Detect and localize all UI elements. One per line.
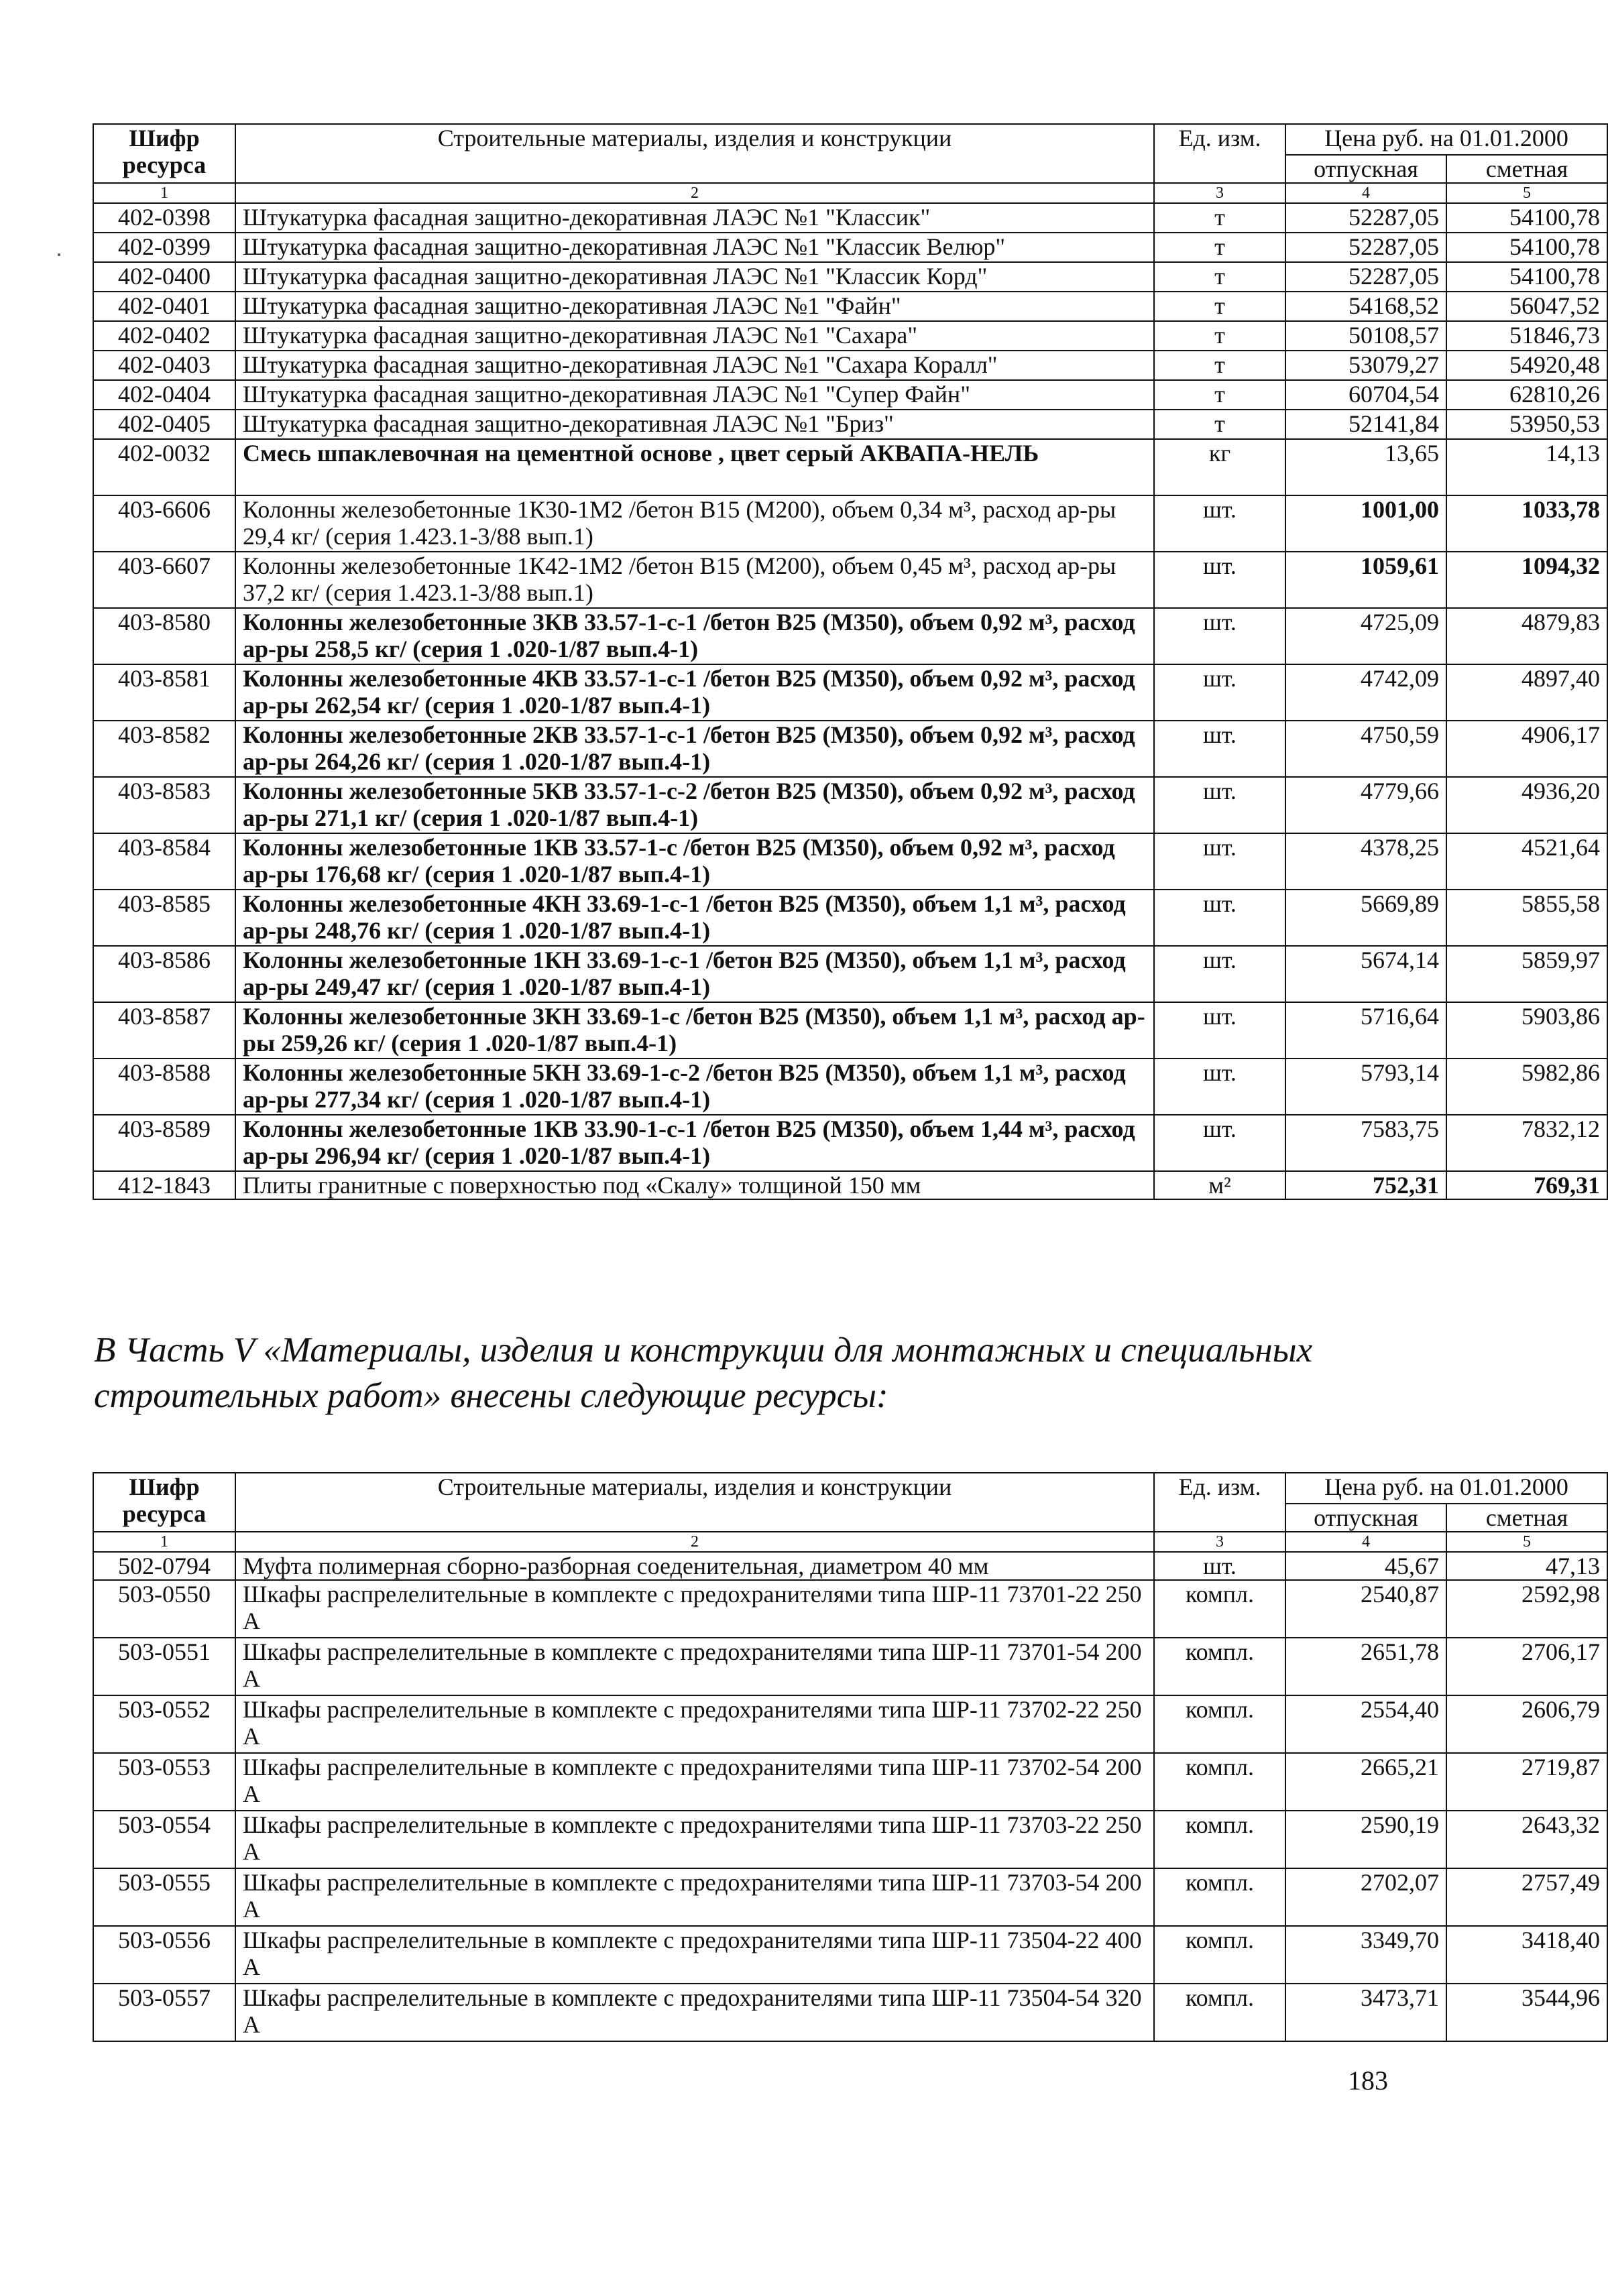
header-price-release: отпускная: [1285, 1504, 1446, 1532]
resource-name: Колонны железобетонные 5КН 33.69-1-с-2 /бетон В25 (М350), объем 1,1 м³, расход ар-ры 277,34 кг/ (серия 1 .020-1/87 вып.4-1): [235, 1059, 1154, 1115]
header-price-group: Цена руб. на 01.01.2000: [1285, 1473, 1607, 1504]
resource-name: Колонны железобетонные 4КВ 33.57-1-с-1 /бетон В25 (М350), объем 0,92 м³, расход ар-ры 262,54 кг/ (серия 1 .020-1/87 вып.4-1): [235, 664, 1154, 721]
price-release: 53079,27: [1285, 351, 1446, 380]
table-row: [93, 351, 1607, 380]
price-release: 2590,19: [1285, 1811, 1446, 1868]
resource-unit: м²: [1154, 1171, 1285, 1199]
resource-code: 403-8586: [93, 946, 235, 1002]
col-number: 3: [1154, 1532, 1285, 1552]
header-code: Шифр ресурса: [93, 1473, 235, 1532]
price-estimate: 1094,32: [1446, 552, 1607, 608]
resource-unit: кг: [1154, 439, 1285, 495]
col-number: 4: [1285, 1532, 1446, 1552]
price-estimate: 5903,86: [1446, 1002, 1607, 1059]
resource-name: Колонны железобетонные 1К30-1М2 /бетон В15 (М200), объем 0,34 м³, расход ар-ры 29,4 кг/ (серия 1.423.1-3/88 вып.1): [235, 495, 1154, 552]
resource-name: Шкафы распрелелительные в комплекте с предохранителями типа ШР-11 73702-54 200 А: [235, 1753, 1154, 1811]
resource-code: 503-0555: [93, 1868, 235, 1926]
table-row: [93, 1926, 1607, 1984]
price-release: 54168,52: [1285, 292, 1446, 321]
resource-name: Муфта полимерная сборно-разборная соеденительная, диаметром 40 мм: [235, 1552, 1154, 1580]
price-release: 50108,57: [1285, 321, 1446, 351]
table-row: [93, 1002, 1607, 1059]
col-number: 1: [93, 183, 235, 203]
resource-name: Колонны железобетонные 1КВ 33.57-1-с /бетон В25 (М350), объем 0,92 м³, расход ар-ры 176,68 кг/ (серия 1 .020-1/87 вып.4-1): [235, 833, 1154, 890]
price-estimate: 51846,73: [1446, 321, 1607, 351]
resource-name: Колонны железобетонные 5КВ 33.57-1-с-2 /бетон В25 (М350), объем 0,92 м³, расход ар-ры 271,1 кг/ (серия 1 .020-1/87 вып.4-1): [235, 777, 1154, 833]
resource-name: Штукатурка фасадная защитно-декоративная ЛАЭС №1 "Классик Корд": [235, 262, 1154, 292]
table-row: [93, 833, 1607, 890]
resource-unit: т: [1154, 292, 1285, 321]
resource-code: 412-1843: [93, 1171, 235, 1199]
resource-code: 503-0557: [93, 1984, 235, 2041]
table-row: [93, 1115, 1607, 1171]
price-release: 2702,07: [1285, 1868, 1446, 1926]
resource-code: 503-0553: [93, 1753, 235, 1811]
price-estimate: 4521,64: [1446, 833, 1607, 890]
resource-code: 403-8588: [93, 1059, 235, 1115]
resource-name: Штукатурка фасадная защитно-декоративная ЛАЭС №1 "Файн": [235, 292, 1154, 321]
col-number: 2: [235, 1532, 1154, 1552]
resource-name: Шкафы распрелелительные в комплекте с предохранителями типа ШР-11 73504-54 320 А: [235, 1984, 1154, 2041]
resource-unit: компл.: [1154, 1811, 1285, 1868]
price-release: 1059,61: [1285, 552, 1446, 608]
resource-name: Колонны железобетонные 1КВ 33.90-1-с-1 /бетон В25 (М350), объем 1,44 м³, расход ар-ры 296,94 кг/ (серия 1 .020-1/87 вып.4-1): [235, 1115, 1154, 1171]
resource-code: 403-8580: [93, 608, 235, 664]
resource-unit: т: [1154, 321, 1285, 351]
resource-name: Колонны железобетонные 4КН 33.69-1-с-1 /бетон В25 (М350), объем 1,1 м³, расход ар-ры 248,76 кг/ (серия 1 .020-1/87 вып.4-1): [235, 890, 1154, 946]
col-number: 2: [235, 183, 1154, 203]
price-release: 52141,84: [1285, 410, 1446, 439]
resource-code: 403-8589: [93, 1115, 235, 1171]
resource-unit: компл.: [1154, 1926, 1285, 1984]
price-estimate: 14,13: [1446, 439, 1607, 495]
table-row: [93, 1552, 1607, 1580]
resource-code: 503-0550: [93, 1580, 235, 1638]
resource-unit: шт.: [1154, 833, 1285, 890]
resource-unit: шт.: [1154, 1115, 1285, 1171]
resource-code: 503-0554: [93, 1811, 235, 1868]
resource-name: Штукатурка фасадная защитно-декоративная ЛАЭС №1 "Классик": [235, 203, 1154, 233]
resource-code: 402-0398: [93, 203, 235, 233]
resource-table-2: [93, 1472, 1608, 2042]
resource-unit: т: [1154, 351, 1285, 380]
resource-unit: шт.: [1154, 777, 1285, 833]
resource-name: Штукатурка фасадная защитно-декоративная ЛАЭС №1 "Сахара Коралл": [235, 351, 1154, 380]
table-row: [93, 1638, 1607, 1695]
resource-name: Шкафы распрелелительные в комплекте с предохранителями типа ШР-11 73701-54 200 А: [235, 1638, 1154, 1695]
price-release: 2554,40: [1285, 1695, 1446, 1753]
section-intro-text: В Часть V «Материалы, изделия и конструкции для монтажных и специальных строительных работ» внесены следующие ресурсы:: [94, 1331, 1313, 1415]
table-row: [93, 946, 1607, 1002]
resource-code: 402-0400: [93, 262, 235, 292]
price-estimate: 62810,26: [1446, 380, 1607, 410]
price-release: 52287,05: [1285, 262, 1446, 292]
resource-name: Колонны железобетонные 2КВ 33.57-1-с-1 /бетон В25 (М350), объем 0,92 м³, расход ар-ры 264,26 кг/ (серия 1 .020-1/87 вып.4-1): [235, 721, 1154, 777]
resource-name: Шкафы распрелелительные в комплекте с предохранителями типа ШР-11 73504-22 400 А: [235, 1926, 1154, 1984]
resource-unit: шт.: [1154, 721, 1285, 777]
resource-unit: шт.: [1154, 1059, 1285, 1115]
resource-unit: т: [1154, 203, 1285, 233]
price-release: 13,65: [1285, 439, 1446, 495]
price-estimate: 5855,58: [1446, 890, 1607, 946]
resource-code: 503-0551: [93, 1638, 235, 1695]
header-price-estimate: сметная: [1446, 1504, 1607, 1532]
resource-name: Штукатурка фасадная защитно-декоративная ЛАЭС №1 "Классик Велюр": [235, 233, 1154, 262]
price-estimate: 56047,52: [1446, 292, 1607, 321]
resource-unit: шт.: [1154, 946, 1285, 1002]
price-release: 2665,21: [1285, 1753, 1446, 1811]
table-row: [93, 203, 1607, 233]
price-release: 2651,78: [1285, 1638, 1446, 1695]
table-row: [93, 552, 1607, 608]
table-row: [93, 292, 1607, 321]
price-estimate: 7832,12: [1446, 1115, 1607, 1171]
price-release: 4779,66: [1285, 777, 1446, 833]
resource-table-1: [93, 123, 1608, 1200]
price-estimate: 2757,49: [1446, 1868, 1607, 1926]
table-row: [93, 777, 1607, 833]
table-row: [93, 1868, 1607, 1926]
price-release: 5716,64: [1285, 1002, 1446, 1059]
resource-unit: компл.: [1154, 1580, 1285, 1638]
price-release: 3473,71: [1285, 1984, 1446, 2041]
price-release: 2540,87: [1285, 1580, 1446, 1638]
price-estimate: 2643,32: [1446, 1811, 1607, 1868]
table-row: [93, 439, 1607, 495]
header-unit: Ед. изм.: [1154, 124, 1285, 183]
table-row: [93, 890, 1607, 946]
price-estimate: 4897,40: [1446, 664, 1607, 721]
price-estimate: 2592,98: [1446, 1580, 1607, 1638]
price-estimate: 5982,86: [1446, 1059, 1607, 1115]
price-release: 52287,05: [1285, 203, 1446, 233]
table-row: [93, 608, 1607, 664]
resource-code: 403-8583: [93, 777, 235, 833]
price-release: 7583,75: [1285, 1115, 1446, 1171]
header-name: Строительные материалы, изделия и конструкции: [235, 1473, 1154, 1532]
price-estimate: 2606,79: [1446, 1695, 1607, 1753]
scan-speck: [58, 253, 60, 256]
resource-code: 502-0794: [93, 1552, 235, 1580]
resource-name: Шкафы распрелелительные в комплекте с предохранителями типа ШР-11 73701-22 250 А: [235, 1580, 1154, 1638]
resource-unit: шт.: [1154, 890, 1285, 946]
resource-name: Штукатурка фасадная защитно-декоративная ЛАЭС №1 "Супер Файн": [235, 380, 1154, 410]
table-row: [93, 380, 1607, 410]
resource-unit: шт.: [1154, 495, 1285, 552]
resource-code: 403-8585: [93, 890, 235, 946]
resource-unit: шт.: [1154, 608, 1285, 664]
resource-name: Смесь шпаклевочная на цементной основе , цвет серый АКВАПА-НЕЛЬ: [235, 439, 1154, 495]
table-row: [93, 1753, 1607, 1811]
col-number: 5: [1446, 183, 1607, 203]
resource-code: 403-8581: [93, 664, 235, 721]
page-number: 183: [1348, 2065, 1388, 2096]
table-row: [93, 321, 1607, 351]
resource-code: 402-0405: [93, 410, 235, 439]
resource-unit: компл.: [1154, 1868, 1285, 1926]
header-code: Шифр ресурса: [93, 124, 235, 183]
table-row: [93, 664, 1607, 721]
resource-unit: компл.: [1154, 1984, 1285, 2041]
table-row: [93, 1695, 1607, 1753]
price-estimate: 54920,48: [1446, 351, 1607, 380]
resource-name: Шкафы распрелелительные в комплекте с предохранителями типа ШР-11 73703-54 200 А: [235, 1868, 1154, 1926]
price-estimate: 54100,78: [1446, 262, 1607, 292]
price-estimate: 1033,78: [1446, 495, 1607, 552]
resource-name: Шкафы распрелелительные в комплекте с предохранителями типа ШР-11 73703-22 250 А: [235, 1811, 1154, 1868]
price-release: 4742,09: [1285, 664, 1446, 721]
header-name: Строительные материалы, изделия и конструкции: [235, 124, 1154, 183]
header-price-group: Цена руб. на 01.01.2000: [1285, 124, 1607, 155]
price-release: 1001,00: [1285, 495, 1446, 552]
resource-code: 403-6607: [93, 552, 235, 608]
resource-name: Колонны железобетонные 3КВ 33.57-1-с-1 /бетон В25 (М350), объем 0,92 м³, расход ар-ры 258,5 кг/ (серия 1 .020-1/87 вып.4-1): [235, 608, 1154, 664]
price-estimate: 54100,78: [1446, 203, 1607, 233]
price-release: 752,31: [1285, 1171, 1446, 1199]
table-row: [93, 410, 1607, 439]
resource-name: Штукатурка фасадная защитно-декоративная ЛАЭС №1 "Сахара": [235, 321, 1154, 351]
resource-name: Штукатурка фасадная защитно-декоративная ЛАЭС №1 "Бриз": [235, 410, 1154, 439]
table-row: [93, 233, 1607, 262]
table-row: [93, 1811, 1607, 1868]
resource-code: 402-0032: [93, 439, 235, 495]
resource-code: 403-8587: [93, 1002, 235, 1059]
table-row: [93, 1580, 1607, 1638]
resource-name: Колонны железобетонные 1К42-1М2 /бетон В15 (М200), объем 0,45 м³, расход ар-ры 37,2 кг/ (серия 1.423.1-3/88 вып.1): [235, 552, 1154, 608]
price-estimate: 4906,17: [1446, 721, 1607, 777]
resource-code: 402-0404: [93, 380, 235, 410]
resource-name: Колонны железобетонные 3КН 33.69-1-с /бетон В25 (М350), объем 1,1 м³, расход ар-ры 259,26 кг/ (серия 1 .020-1/87 вып.4-1): [235, 1002, 1154, 1059]
resource-unit: шт.: [1154, 664, 1285, 721]
header-price-release: отпускная: [1285, 155, 1446, 183]
resource-unit: компл.: [1154, 1753, 1285, 1811]
price-release: 3349,70: [1285, 1926, 1446, 1984]
price-release: 45,67: [1285, 1552, 1446, 1580]
resource-unit: шт.: [1154, 552, 1285, 608]
resource-code: 402-0402: [93, 321, 235, 351]
col-number: 3: [1154, 183, 1285, 203]
col-number: 5: [1446, 1532, 1607, 1552]
resource-name: Плиты гранитные с поверхностью под «Скалу» толщиной 150 мм: [235, 1171, 1154, 1199]
col-number: 1: [93, 1532, 235, 1552]
resource-unit: компл.: [1154, 1695, 1285, 1753]
resource-code: 403-8582: [93, 721, 235, 777]
header-price-estimate: сметная: [1446, 155, 1607, 183]
price-release: 4750,59: [1285, 721, 1446, 777]
resource-name: Шкафы распрелелительные в комплекте с предохранителями типа ШР-11 73702-22 250 А: [235, 1695, 1154, 1753]
price-estimate: 47,13: [1446, 1552, 1607, 1580]
table-row: [93, 1984, 1607, 2041]
resource-unit: шт.: [1154, 1002, 1285, 1059]
price-release: 5793,14: [1285, 1059, 1446, 1115]
price-estimate: 53950,53: [1446, 410, 1607, 439]
resource-code: 402-0401: [93, 292, 235, 321]
price-release: 4725,09: [1285, 608, 1446, 664]
price-release: 5669,89: [1285, 890, 1446, 946]
table-row: [93, 1059, 1607, 1115]
price-estimate: 3544,96: [1446, 1984, 1607, 2041]
price-estimate: 3418,40: [1446, 1926, 1607, 1984]
col-number: 4: [1285, 183, 1446, 203]
price-estimate: 2719,87: [1446, 1753, 1607, 1811]
price-estimate: 4879,83: [1446, 608, 1607, 664]
price-estimate: 2706,17: [1446, 1638, 1607, 1695]
table-row: [93, 262, 1607, 292]
table-row: [93, 495, 1607, 552]
resource-name: Колонны железобетонные 1КН 33.69-1-с-1 /бетон В25 (М350), объем 1,1 м³, расход ар-ры 249,47 кг/ (серия 1 .020-1/87 вып.4-1): [235, 946, 1154, 1002]
price-release: 4378,25: [1285, 833, 1446, 890]
resource-code: 403-6606: [93, 495, 235, 552]
table-row: [93, 721, 1607, 777]
resource-code: 402-0399: [93, 233, 235, 262]
resource-unit: т: [1154, 380, 1285, 410]
header-unit: Ед. изм.: [1154, 1473, 1285, 1532]
resource-unit: т: [1154, 262, 1285, 292]
price-estimate: 769,31: [1446, 1171, 1607, 1199]
price-release: 60704,54: [1285, 380, 1446, 410]
resource-code: 402-0403: [93, 351, 235, 380]
price-estimate: 4936,20: [1446, 777, 1607, 833]
resource-unit: шт.: [1154, 1552, 1285, 1580]
resource-code: 503-0556: [93, 1926, 235, 1984]
price-estimate: 54100,78: [1446, 233, 1607, 262]
price-estimate: 5859,97: [1446, 946, 1607, 1002]
price-release: 5674,14: [1285, 946, 1446, 1002]
resource-unit: т: [1154, 233, 1285, 262]
table-row: [93, 1171, 1607, 1199]
resource-code: 503-0552: [93, 1695, 235, 1753]
price-release: 52287,05: [1285, 233, 1446, 262]
resource-code: 403-8584: [93, 833, 235, 890]
resource-unit: компл.: [1154, 1638, 1285, 1695]
resource-unit: т: [1154, 410, 1285, 439]
